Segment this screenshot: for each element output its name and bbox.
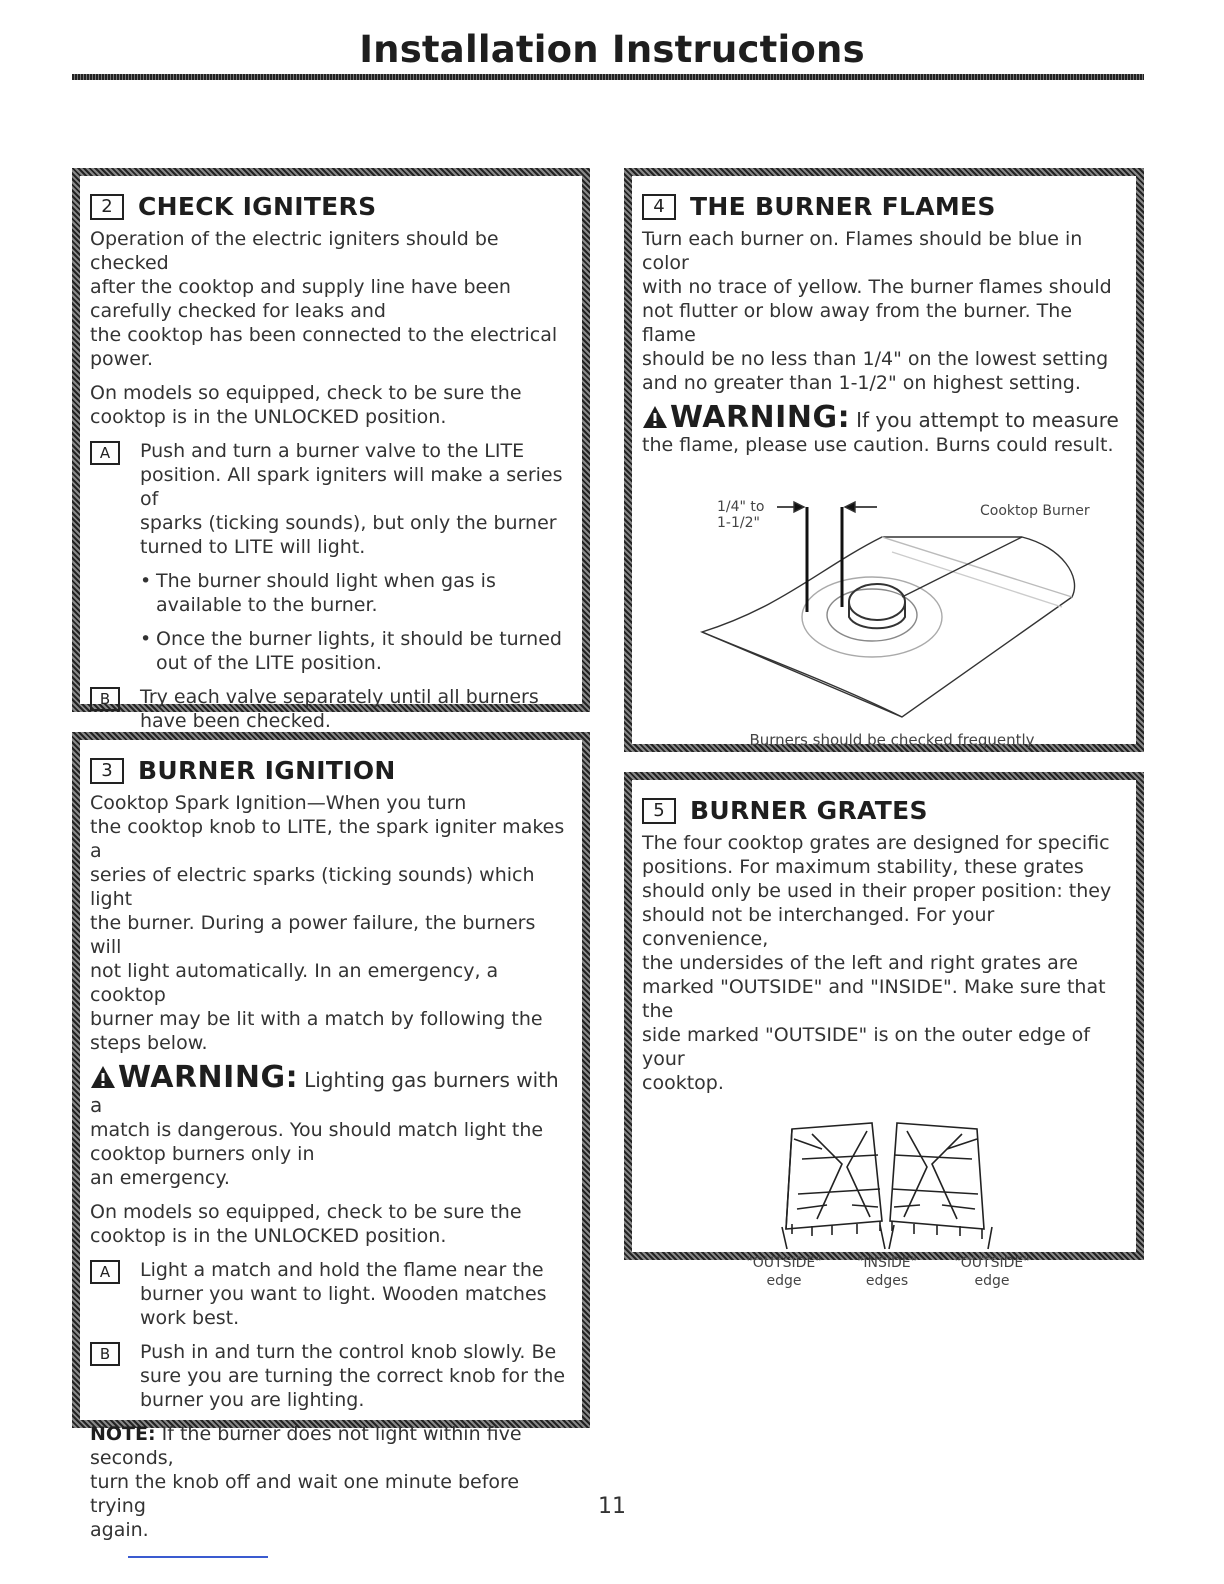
burner-label: Cooktop Burner (980, 503, 1090, 519)
warning-label: WARNING: (118, 1060, 299, 1095)
bullet-item: • The burner should light when gas is available to the burner. (140, 570, 496, 616)
note-label: NOTE: (90, 1423, 156, 1445)
range-label: 1/4" to (717, 499, 765, 515)
section-title: BURNER IGNITION (138, 756, 396, 785)
grate-label: edges (865, 1273, 909, 1289)
flames-paragraph: Turn each burner on. Flames should be blue in color with no trace of yellow. The burner flames should not flutter or blow away from the burner. The flame should be no less than 1/4" on the lowest setting and no greater than 1-1/2" on highest setting. (642, 228, 1112, 394)
warning-triangle-icon (642, 405, 668, 429)
burner-ignition-header (90, 756, 570, 785)
unlocked-paragraph: On models so equipped, check to be sure the cooktop is in the UNLOCKED position. (90, 1201, 522, 1247)
burner-flames-header (642, 192, 1124, 221)
step-a-box: A (90, 441, 120, 465)
section-number-box: 3 (90, 758, 124, 784)
warning-label: WARNING: (670, 400, 851, 435)
ignition-warning: WARNING: Lighting gas burners with a match is dangerous. You should match light the cooktop burners only in an emergency. (90, 1060, 559, 1189)
note-paragraph: NOTE: If the burner does not light within five seconds, turn the knob off and wait one minute before trying again. (90, 1423, 522, 1541)
section-title: BURNER GRATES (690, 796, 928, 825)
step-b-box: B (90, 687, 120, 711)
grate-label: "OUTSIDE" (746, 1255, 822, 1271)
unlocked-paragraph: On models so equipped, check to be sure the cooktop is in the UNLOCKED position. (90, 382, 522, 428)
step-a (90, 1258, 570, 1330)
grate-label: edge (766, 1273, 802, 1289)
section-number-box: 2 (90, 194, 124, 220)
grate-label: edge (974, 1273, 1010, 1289)
step-b (90, 1340, 570, 1412)
step-a (90, 439, 570, 559)
burner-grates-panel (624, 772, 1144, 1289)
section-number-box: 5 (642, 798, 676, 824)
section-number-box: 4 (642, 194, 676, 220)
step-b (90, 685, 570, 733)
check-igniters-panel (72, 168, 590, 732)
grate-label: "OUTSIDE" (954, 1255, 1030, 1271)
step-a-box: A (90, 1260, 120, 1284)
title-rule (72, 74, 1144, 80)
step-b-text: Try each valve separately until all burners have been checked. (140, 686, 539, 732)
burner-flames-panel (624, 168, 1144, 752)
check-igniters-header (90, 192, 570, 221)
burner-grates-header (642, 796, 1124, 825)
page-title: Installation Instructions (359, 28, 865, 71)
burner-ignition-panel (72, 732, 590, 1541)
warning-triangle-icon (90, 1065, 116, 1089)
step-a-text: Light a match and hold the flame near the burner you want to light. Wooden matches work best. (140, 1259, 547, 1329)
section-title: THE BURNER FLAMES (690, 192, 996, 221)
section-title: CHECK IGNITERS (138, 192, 377, 221)
bullet-item: • Once the burner lights, it should be turned out of the LITE position. (140, 628, 562, 674)
step-b-text: Push in and turn the control knob slowly. Be sure you are turning the correct knob for the burner you are lighting. (140, 1341, 566, 1411)
burner-grates-figure (642, 1109, 1138, 1309)
bottom-link-underline (128, 1556, 268, 1558)
figure-caption: Burners should be checked frequently (749, 731, 1035, 749)
ignition-paragraph: Cooktop Spark Ignition—When you turn the cooktop knob to LITE, the spark igniter makes a series of electric sparks (ticking sounds) which light the burner. During a power failure, the burners will not light automatically. In an emergency, a cooktop burner may be lit with a match by following the steps below. (90, 792, 565, 1054)
grates-paragraph: The four cooktop grates are designed for specific positions. For maximum stability, these grates should only be used in their proper position: they should not be interchanged. For your convenience, the undersides of the left and right grates are marked "OUTSIDE" and "INSIDE". Make sure that the side marked "OUTSIDE" is on the outer edge of your cooktop. (642, 832, 1112, 1094)
step-b-box: B (90, 1342, 120, 1366)
step-a-text: Push and turn a burner valve to the LITE position. All spark igniters will make a series of sparks (ticking sounds), but only the burner turned to LITE will light. (140, 440, 563, 558)
check-igniters-paragraph: Operation of the electric igniters should be checked after the cooktop and supply line have been carefully checked for leaks and the cooktop has been connected to the electrical power. (90, 228, 558, 370)
flames-warning: WARNING: If you attempt to measure the flame, please use caution. Burns could result. (642, 400, 1119, 456)
page-number: 11 (598, 1494, 626, 1519)
burner-flame-figure (642, 467, 1138, 757)
grate-label: "INSIDE" (856, 1255, 918, 1271)
range-label: 1-1/2" (717, 515, 760, 531)
